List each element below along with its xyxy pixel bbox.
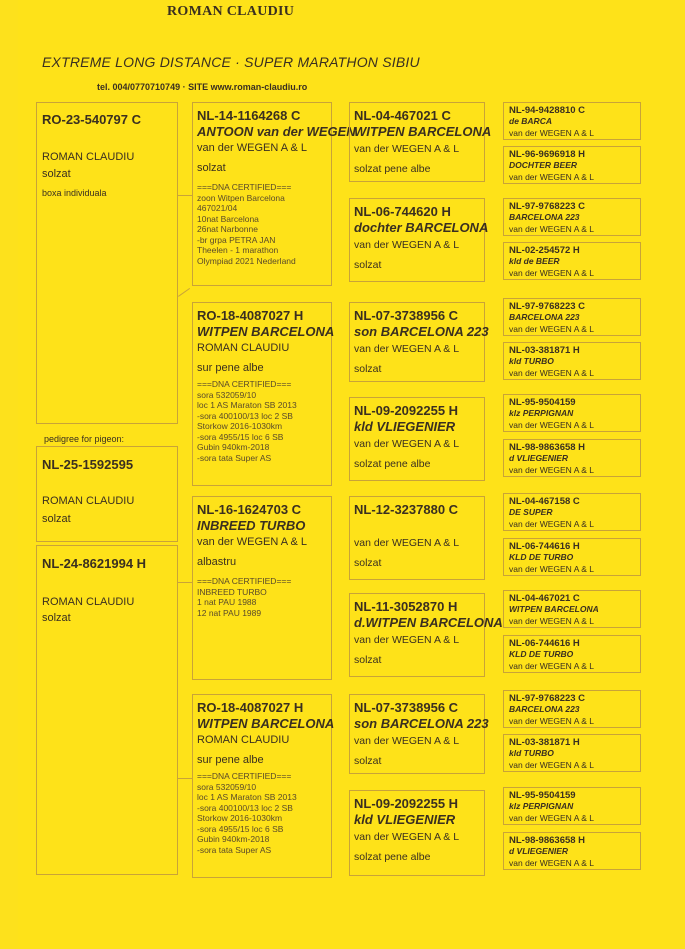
gen2-dam-box <box>192 302 335 486</box>
gen4-ring: NL-97-9768223 C <box>509 201 586 212</box>
gen4-owner: van der WEGEN A & L <box>509 368 595 378</box>
gen2-owner: ROMAN CLAUDIU <box>197 734 290 746</box>
gen4-owner: van der WEGEN A & L <box>509 420 595 430</box>
gen4-name: BARCELONA 223 <box>509 212 580 222</box>
gen2-owner: van der WEGEN A & L <box>197 142 308 154</box>
gen2-note-line: -sora 400100/13 loc 2 SB <box>197 410 293 421</box>
gen3-owner: van der WEGEN A & L <box>354 634 460 646</box>
gen4-ring: NL-06-744616 H <box>509 541 580 552</box>
gen4-owner: van der WEGEN A & L <box>509 716 595 726</box>
gen4-ring: NL-03-381871 H <box>509 737 580 748</box>
gen3-owner: van der WEGEN A & L <box>354 143 460 155</box>
gen4-ring: NL-95-9504159 <box>509 790 576 801</box>
gen4-box <box>503 690 641 728</box>
pedigree-owner: ROMAN CLAUDIU <box>42 495 135 507</box>
gen3-owner: van der WEGEN A & L <box>354 735 460 747</box>
gen4-owner: van der WEGEN A & L <box>509 465 595 475</box>
gen2-sire-box <box>192 496 332 680</box>
gen3-owner: van der WEGEN A & L <box>354 537 460 549</box>
gen3-box <box>349 593 503 677</box>
gen4-ring: NL-06-744616 H <box>509 638 580 649</box>
gen2-note-line: Gubin 940km-2018 <box>197 442 270 452</box>
breeder-subtitle: EXTREME LONG DISTANCE · SUPER MARATHON SIBIU <box>42 54 420 70</box>
gen2-sire-box <box>192 102 356 286</box>
gen2-note-line: sora 532059/10 <box>197 781 257 792</box>
gen4-owner: van der WEGEN A & L <box>509 661 595 671</box>
dam-color: solzat <box>42 612 71 624</box>
gen4-ring: NL-02-254572 H <box>509 245 580 256</box>
pedigree-label: pedigree for pigeon: <box>44 434 125 444</box>
gen2-note-line: 26nat Narbonne <box>197 224 258 234</box>
gen3-name: son BARCELONA 223 <box>354 324 489 339</box>
gen4-box <box>503 635 641 673</box>
gen4-ring: NL-03-381871 H <box>509 345 580 356</box>
gen2-note-line: ===DNA CERTIFIED=== <box>197 771 292 781</box>
gen4-box <box>503 734 641 772</box>
gen4-ring: NL-04-467021 C <box>509 593 580 604</box>
gen3-name: son BARCELONA 223 <box>354 716 489 731</box>
gen3-color: solzat pene albe <box>354 163 431 175</box>
gen2-note-line: 10nat Barcelona <box>197 213 259 224</box>
connector <box>178 778 192 779</box>
gen4-ring: NL-04-467158 C <box>509 496 580 507</box>
gen2-name: ANTOON van der WEGEN <box>197 124 356 139</box>
gen4-box <box>503 198 641 236</box>
gen4-box <box>503 787 641 825</box>
gen4-owner: van der WEGEN A & L <box>509 564 595 574</box>
gen4-name: DOCHTER BEER <box>509 160 578 170</box>
subject-note: boxa individuala <box>42 188 107 198</box>
gen4-name: kld de BEER <box>509 256 560 266</box>
gen4-box <box>503 538 641 576</box>
gen4-box <box>503 832 641 870</box>
gen3-box <box>349 496 485 580</box>
gen3-ring: NL-06-744620 H <box>354 204 451 219</box>
connector <box>178 582 192 583</box>
gen3-color: solzat <box>354 557 382 569</box>
gen3-name: dochter BARCELONA <box>354 220 489 235</box>
gen2-note-line: 1 nat PAU 1988 <box>197 597 257 607</box>
gen2-note-line: loc 1 AS Maraton SB 2013 <box>197 400 297 410</box>
gen4-owner: van der WEGEN A & L <box>509 813 595 823</box>
gen3-ring: NL-04-467021 C <box>354 108 451 123</box>
dam-box <box>36 545 178 875</box>
gen4-owner: van der WEGEN A & L <box>509 858 595 868</box>
gen4-name: klz PERPIGNAN <box>509 408 574 418</box>
gen2-note-line: Gubin 940km-2018 <box>197 834 270 844</box>
gen2-note-line: ===DNA CERTIFIED=== <box>197 379 292 389</box>
gen4-name: de BARCA <box>509 116 552 126</box>
gen2-ring: RO-18-4087027 H <box>197 308 304 323</box>
gen4-box <box>503 298 641 336</box>
gen4-owner: van der WEGEN A & L <box>509 616 595 626</box>
gen2-notes <box>197 379 297 463</box>
gen4-owner: van der WEGEN A & L <box>509 172 595 182</box>
breeder-name: ROMAN CLAUDIU <box>167 4 295 19</box>
gen2-ring: NL-14-1164268 C <box>197 108 301 123</box>
gen2-note-line: Theelen - 1 marathon <box>197 245 279 255</box>
gen2-notes <box>197 182 296 266</box>
gen3-ring: NL-09-2092255 H <box>354 796 459 811</box>
gen3-ring: NL-07-3738956 C <box>354 308 459 323</box>
gen2-name: INBREED TURBO <box>197 518 306 533</box>
gen3-owner: van der WEGEN A & L <box>354 438 460 450</box>
breeder-contact: tel. 004/0770710749 · SITE www.roman-claudiu.ro <box>97 82 308 92</box>
gen2-name: WITPEN BARCELONA <box>197 716 335 731</box>
gen3-name: kld VLIEGENIER <box>354 812 456 827</box>
gen4-name: klz PERPIGNAN <box>509 801 574 811</box>
gen2-note-line: -sora tata Super AS <box>197 452 272 463</box>
gen2-color: sur pene albe <box>197 362 264 374</box>
gen4-name: WITPEN BARCELONA <box>509 604 599 614</box>
gen3-name: WITPEN BARCELONA <box>354 124 492 139</box>
gen2-dam-box <box>192 694 335 878</box>
gen4-owner: van der WEGEN A & L <box>509 268 595 278</box>
gen3-box <box>349 302 489 382</box>
gen2-note-line: 467021/04 <box>197 203 238 213</box>
gen4-box <box>503 394 641 432</box>
gen2-note-line: 12 nat PAU 1989 <box>197 607 262 618</box>
gen4-owner: van der WEGEN A & L <box>509 324 595 334</box>
subject-ring: RO-23-540797 C <box>42 112 141 127</box>
gen3-ring: NL-09-2092255 H <box>354 403 459 418</box>
gen3-name: kld VLIEGENIER <box>354 419 456 434</box>
gen3-box <box>349 397 485 481</box>
gen3-box <box>349 102 492 182</box>
gen3-color: solzat pene albe <box>354 458 431 470</box>
gen4-box <box>503 493 641 531</box>
gen4-owner: van der WEGEN A & L <box>509 224 595 234</box>
gen4-name: d VLIEGENIER <box>509 846 569 856</box>
gen2-note-line: -sora tata Super AS <box>197 844 272 855</box>
gen4-box <box>503 439 641 477</box>
gen3-owner: van der WEGEN A & L <box>354 239 460 251</box>
dam-owner: ROMAN CLAUDIU <box>42 596 135 608</box>
gen2-owner: van der WEGEN A & L <box>197 536 308 548</box>
gen2-ring: RO-18-4087027 H <box>197 700 304 715</box>
gen4-ring: NL-97-9768223 C <box>509 301 586 312</box>
gen2-note-line: loc 1 AS Maraton SB 2013 <box>197 792 297 802</box>
pedigree-box <box>36 446 178 542</box>
gen2-notes <box>197 771 297 855</box>
gen3-ring: NL-12-3237880 C <box>354 502 459 517</box>
subject-owner: ROMAN CLAUDIU <box>42 151 135 163</box>
gen2-note-line: Storkow 2016-1030km <box>197 421 283 431</box>
gen4-ring: NL-94-9428810 C <box>509 105 586 116</box>
gen2-note-line: -sora 400100/13 loc 2 SB <box>197 802 293 813</box>
gen4-name: KLD DE TURBO <box>509 649 574 659</box>
gen3-color: solzat <box>354 259 382 271</box>
gen4-ring: NL-96-9696918 H <box>509 149 586 160</box>
pedigree-ring: NL-25-1592595 <box>42 457 134 472</box>
gen4-name: DE SUPER <box>509 507 553 517</box>
gen3-name: d.WITPEN BARCELONA <box>354 615 503 630</box>
gen4-name: kld TURBO <box>509 356 554 366</box>
gen4-name: kld TURBO <box>509 748 554 758</box>
subject-box <box>36 102 178 424</box>
gen4-box <box>503 102 641 140</box>
dam-ring: NL-24-8621994 H <box>42 556 147 571</box>
gen4-owner: van der WEGEN A & L <box>509 519 595 529</box>
gen2-color: sur pene albe <box>197 754 264 766</box>
gen4-owner: van der WEGEN A & L <box>509 128 595 138</box>
gen4-ring: NL-98-9863658 H <box>509 442 586 453</box>
gen2-note-line: INBREED TURBO <box>197 586 267 597</box>
gen4-ring: NL-98-9863658 H <box>509 835 586 846</box>
gen3-box <box>349 790 485 876</box>
gen3-color: solzat <box>354 654 382 666</box>
gen3-color: solzat <box>354 363 382 375</box>
gen2-note-line: ===DNA CERTIFIED=== <box>197 576 292 586</box>
gen4-ring: NL-97-9768223 C <box>509 693 586 704</box>
gen4-name: d VLIEGENIER <box>509 453 569 463</box>
gen2-note-line: ===DNA CERTIFIED=== <box>197 182 292 192</box>
gen2-color: albastru <box>197 556 237 568</box>
gen2-owner: ROMAN CLAUDIU <box>197 342 290 354</box>
gen4-box <box>503 342 641 380</box>
gen4-owner: van der WEGEN A & L <box>509 760 595 770</box>
gen3-owner: van der WEGEN A & L <box>354 343 460 355</box>
gen4-box <box>503 146 641 184</box>
subject-color: solzat <box>42 168 71 180</box>
gen3-color: solzat pene albe <box>354 851 431 863</box>
gen2-name: WITPEN BARCELONA <box>197 324 335 339</box>
gen4-box <box>503 590 641 628</box>
gen4-name: BARCELONA 223 <box>509 704 580 714</box>
gen3-ring: NL-07-3738956 C <box>354 700 459 715</box>
gen2-ring: NL-16-1624703 C <box>197 502 302 517</box>
gen3-owner: van der WEGEN A & L <box>354 831 460 843</box>
gen2-note-line: zoon Witpen Barcelona <box>197 192 285 203</box>
gen4-name: BARCELONA 223 <box>509 312 580 322</box>
gen3-ring: NL-11-3052870 H <box>354 599 458 614</box>
gen2-note-line: -sora 4955/15 loc 6 SB <box>197 823 284 834</box>
gen2-note-line: -br grpa PETRA JAN <box>197 234 276 245</box>
gen3-box <box>349 694 489 774</box>
gen2-notes <box>197 576 291 618</box>
gen2-color: solzat <box>197 162 226 174</box>
gen4-box <box>503 242 641 280</box>
gen2-note-line: sora 532059/10 <box>197 389 257 400</box>
gen3-box <box>349 198 489 282</box>
gen4-name: KLD DE TURBO <box>509 552 574 562</box>
gen2-note-line: Olympiad 2021 Nederland <box>197 255 296 266</box>
gen2-note-line: -sora 4955/15 loc 6 SB <box>197 431 284 442</box>
gen2-note-line: Storkow 2016-1030km <box>197 813 283 823</box>
pedigree-color: solzat <box>42 513 71 525</box>
gen3-color: solzat <box>354 755 382 767</box>
gen4-ring: NL-95-9504159 <box>509 397 576 408</box>
connector <box>178 195 192 196</box>
